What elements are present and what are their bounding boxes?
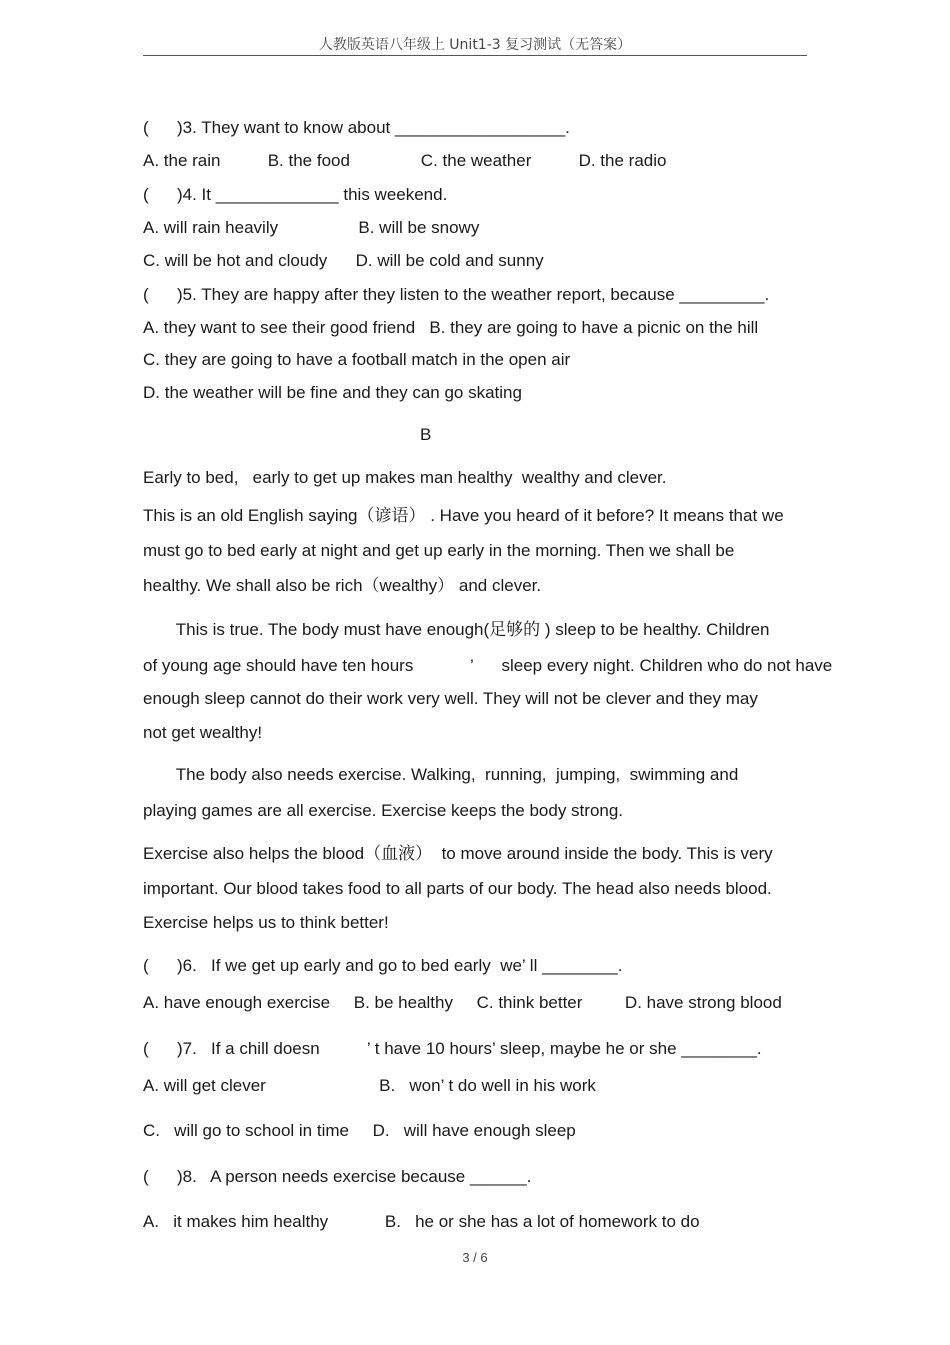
passage-line: healthy. We shall also be rich（wealthy） and clever.: [143, 576, 542, 595]
question-5-option-d: D. the weather will be fine and they can go skating: [143, 383, 522, 402]
passage-line: This is an old English saying（谚语） . Have you heard of it before? It means that we: [143, 506, 784, 525]
passage-line: The body also needs exercise. Walking, running, jumping, swimming and: [143, 765, 739, 784]
passage-line: Early to bed, early to get up makes man healthy wealthy and clever.: [143, 468, 667, 487]
passage-line: of young age should have ten hours ’ sleep every night. Children who do not have: [143, 656, 833, 675]
page-header: 人教版英语八年级上 Unit1-3 复习测试（无答案）: [318, 37, 632, 53]
passage-line: important. Our blood takes food to all parts of our body. The head also needs blood.: [143, 879, 772, 898]
question-4-options-ab: A. will rain heavily B. will be snowy: [143, 218, 480, 237]
question-6-options: A. have enough exercise B. be healthy C. think better D. have strong blood: [143, 993, 782, 1012]
header-rule: [143, 55, 807, 56]
question-3: ( )3. They want to know about __________________.: [143, 118, 570, 137]
section-b-heading: B: [420, 425, 432, 444]
passage-line: playing games are all exercise. Exercise keeps the body strong.: [143, 801, 624, 820]
question-4: ( )4. It _____________ this weekend.: [143, 185, 448, 204]
passage-line: This is true. The body must have enough(足够的 ) sleep to be healthy. Children: [143, 620, 770, 639]
question-8: ( )8. A person needs exercise because ______.: [143, 1167, 532, 1186]
passage-line: Exercise helps us to think better!: [143, 913, 389, 932]
page-number: 3 / 6: [462, 1250, 488, 1265]
question-7-options-ab: A. will get clever B. won’ t do well in his work: [143, 1076, 596, 1095]
passage-line: must go to bed early at night and get up early in the morning. Then we shall be: [143, 541, 735, 560]
question-5-options-ab: A. they want to see their good friend B. they are going to have a picnic on the hill: [143, 318, 759, 337]
question-4-options-cd: C. will be hot and cloudy D. will be cold and sunny: [143, 251, 544, 270]
passage-line: Exercise also helps the blood（血液） to move around inside the body. This is very: [143, 844, 773, 863]
question-3-options: A. the rain B. the food C. the weather D. the radio: [143, 151, 667, 170]
question-5: ( )5. They are happy after they listen to the weather report, because _________.: [143, 285, 770, 304]
passage-line: not get wealthy!: [143, 723, 263, 742]
passage-line: enough sleep cannot do their work very well. They will not be clever and they may: [143, 689, 758, 708]
question-5-option-c: C. they are going to have a football match in the open air: [143, 350, 571, 369]
question-8-options-ab: A. it makes him healthy B. he or she has a lot of homework to do: [143, 1212, 700, 1231]
question-6: ( )6. If we get up early and go to bed early we’ ll ________.: [143, 956, 623, 975]
question-7-options-cd: C. will go to school in time D. will have enough sleep: [143, 1121, 576, 1140]
question-7: ( )7. If a chill doesn ’ t have 10 hours’ sleep, maybe he or she ________.: [143, 1039, 762, 1058]
